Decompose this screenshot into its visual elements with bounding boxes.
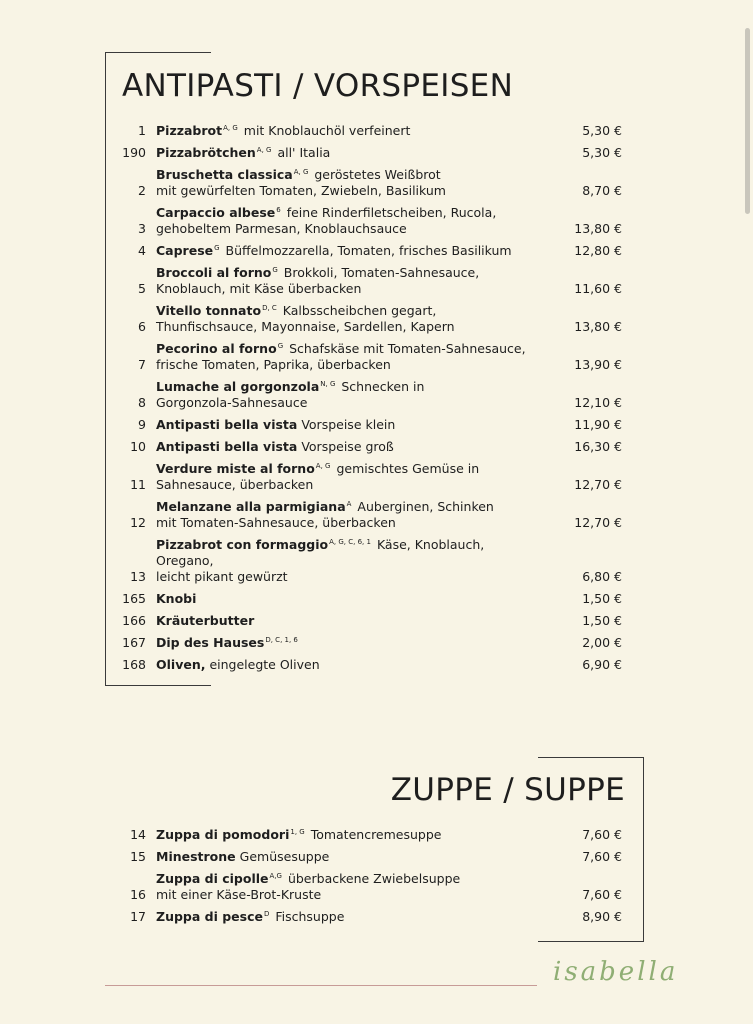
item-name: Verdure miste al forno	[156, 461, 315, 476]
item-price: 11,90 €	[574, 417, 622, 432]
antipasti-title: ANTIPASTI / VORSPEISEN	[122, 68, 514, 104]
item-description-continued: Thunfischsauce, Mayonnaise, Sardellen, Kapern	[156, 319, 455, 334]
item-number: 15	[130, 849, 146, 864]
item-body	[156, 499, 530, 531]
item-name: Broccoli al forno	[156, 265, 272, 280]
zuppe-list	[110, 827, 622, 931]
item-price: 2,00 €	[582, 635, 622, 650]
zuppe-frame-right	[643, 757, 644, 942]
item-body	[156, 613, 530, 629]
item-body	[156, 379, 530, 411]
item-description: Schnecken in	[341, 379, 425, 394]
item-body	[156, 265, 530, 297]
item-price: 7,60 €	[582, 849, 622, 864]
menu-item	[110, 537, 622, 585]
allergen-codes: A, G	[315, 462, 331, 470]
menu-item	[110, 439, 622, 455]
item-number: 4	[138, 243, 146, 258]
menu-item	[110, 657, 622, 673]
allergen-codes: A, G	[293, 168, 309, 176]
allergen-codes: D	[263, 910, 270, 918]
item-price: 16,30 €	[574, 439, 622, 454]
item-number: 7	[138, 357, 146, 372]
item-name: Pizzabrötchen	[156, 145, 256, 160]
item-number: 5	[138, 281, 146, 296]
item-description-continued: Gorgonzola-Sahnesauce	[156, 395, 308, 410]
item-price: 6,80 €	[582, 569, 622, 584]
item-number: 11	[130, 477, 146, 492]
menu-item	[110, 205, 622, 237]
item-name: Pizzabrot con formaggio	[156, 537, 329, 552]
item-description-continued: Knoblauch, mit Käse überbacken	[156, 281, 362, 296]
item-description-continued: mit gewürfelten Tomaten, Zwiebeln, Basilikum	[156, 183, 446, 198]
item-description: Fischsuppe	[275, 909, 345, 924]
item-number: 165	[122, 591, 146, 606]
item-price: 5,30 €	[582, 145, 622, 160]
item-description: Käse, Knoblauch, Oregano,	[156, 537, 485, 568]
item-body	[156, 871, 530, 903]
item-line	[156, 827, 530, 843]
zuppe-frame-bottom	[538, 941, 644, 942]
item-line	[156, 461, 530, 477]
item-description: all' Italia	[277, 145, 331, 160]
menu-item	[110, 417, 622, 433]
item-body	[156, 243, 530, 259]
allergen-codes: 6	[276, 206, 281, 214]
item-name: Zuppa di pesce	[156, 909, 263, 924]
item-line	[156, 341, 530, 357]
item-name: Caprese	[156, 243, 214, 258]
item-number: 12	[130, 515, 146, 530]
item-body	[156, 145, 530, 161]
antipasti-list	[110, 123, 622, 679]
item-name: Pecorino al forno	[156, 341, 277, 356]
menu-item	[110, 123, 622, 139]
item-description: geröstetes Weißbrot	[314, 167, 441, 182]
item-description: mit Knoblauchöl verfeinert	[243, 123, 411, 138]
item-line	[156, 849, 530, 865]
item-body	[156, 167, 530, 199]
allergen-codes: G	[272, 266, 278, 274]
item-name: Pizzabrot	[156, 123, 223, 138]
menu-item	[110, 461, 622, 493]
menu-item	[110, 243, 622, 259]
scrollbar[interactable]	[745, 28, 750, 214]
item-body	[156, 657, 530, 673]
item-number: 1	[138, 123, 146, 138]
footer-divider	[105, 985, 537, 986]
item-description: Vorspeise groß	[301, 439, 394, 454]
item-price: 13,90 €	[574, 357, 622, 372]
item-number: 13	[130, 569, 146, 584]
item-description-continued: gehobeltem Parmesan, Knoblauchsauce	[156, 221, 407, 236]
item-price: 1,50 €	[582, 591, 622, 606]
item-line	[156, 591, 530, 607]
antipasti-frame-left	[105, 52, 106, 686]
item-number: 16	[130, 887, 146, 902]
menu-item	[110, 379, 622, 411]
item-line	[156, 303, 530, 319]
allergen-codes: D, C, 1, 6	[265, 636, 298, 644]
item-line	[156, 439, 530, 455]
item-body	[156, 849, 530, 865]
allergen-codes: A,G	[269, 872, 282, 880]
item-line	[156, 265, 530, 281]
item-name: Oliven,	[156, 657, 206, 672]
item-description: Schafskäse mit Tomaten-Sahnesauce,	[289, 341, 526, 356]
item-body	[156, 417, 530, 433]
antipasti-frame-bottom	[105, 685, 211, 686]
item-body	[156, 635, 530, 651]
item-body	[156, 591, 530, 607]
item-name: Carpaccio albese	[156, 205, 276, 220]
item-price: 8,90 €	[582, 909, 622, 924]
item-name: Antipasti bella vista	[156, 417, 298, 432]
allergen-codes: A	[346, 500, 352, 508]
item-price: 12,10 €	[574, 395, 622, 410]
item-name: Antipasti bella vista	[156, 439, 298, 454]
menu-item	[110, 265, 622, 297]
item-body	[156, 461, 530, 493]
item-line	[156, 167, 530, 183]
item-name: Knobi	[156, 591, 197, 606]
item-price: 8,70 €	[582, 183, 622, 198]
menu-item	[110, 303, 622, 335]
item-line	[156, 657, 530, 673]
item-number: 167	[122, 635, 146, 650]
item-line	[156, 145, 530, 161]
item-description: Tomatencremesuppe	[310, 827, 442, 842]
menu-item	[110, 849, 622, 865]
item-number: 14	[130, 827, 146, 842]
item-line	[156, 123, 530, 139]
item-name: Zuppa di cipolle	[156, 871, 269, 886]
menu-item	[110, 499, 622, 531]
zuppe-title: ZUPPE / SUPPE	[390, 772, 625, 808]
menu-item	[110, 591, 622, 607]
item-number: 10	[130, 439, 146, 454]
allergen-codes: G	[214, 244, 220, 252]
item-description: Gemüsesuppe	[239, 849, 330, 864]
item-description: Brokkoli, Tomaten-Sahnesauce,	[283, 265, 480, 280]
menu-item	[110, 635, 622, 651]
item-line	[156, 499, 530, 515]
item-number: 166	[122, 613, 146, 628]
zuppe-frame-top	[538, 757, 644, 758]
item-body	[156, 439, 530, 455]
item-price: 1,50 €	[582, 613, 622, 628]
item-price: 12,70 €	[574, 477, 622, 492]
item-number: 8	[138, 395, 146, 410]
item-description: gemischtes Gemüse in	[336, 461, 480, 476]
item-description-continued: mit Tomaten-Sahnesauce, überbacken	[156, 515, 396, 530]
item-price: 7,60 €	[582, 887, 622, 902]
item-line	[156, 417, 530, 433]
brand-logo: isabella	[553, 957, 679, 987]
item-name: Zuppa di pomodori	[156, 827, 290, 842]
item-line	[156, 635, 530, 651]
item-price: 12,80 €	[574, 243, 622, 258]
item-body	[156, 205, 530, 237]
item-body	[156, 537, 530, 585]
allergen-codes: D, C	[262, 304, 277, 312]
item-name: Kräuterbutter	[156, 613, 255, 628]
item-description: Büffelmozzarella, Tomaten, frisches Basilikum	[225, 243, 512, 258]
menu-item	[110, 613, 622, 629]
item-line	[156, 909, 530, 925]
allergen-codes: A, G, C, 6, 1	[329, 538, 371, 546]
item-description-continued: Sahnesauce, überbacken	[156, 477, 314, 492]
menu-item	[110, 145, 622, 161]
menu-item	[110, 167, 622, 199]
menu-item	[110, 871, 622, 903]
item-price: 5,30 €	[582, 123, 622, 138]
item-description: überbackene Zwiebelsuppe	[287, 871, 461, 886]
item-number: 17	[130, 909, 146, 924]
item-line	[156, 871, 530, 887]
item-description: eingelegte Oliven	[209, 657, 320, 672]
item-number: 190	[122, 145, 146, 160]
item-number: 3	[138, 221, 146, 236]
item-description: feine Rinderfiletscheiben, Rucola,	[286, 205, 497, 220]
item-line	[156, 613, 530, 629]
item-price: 13,80 €	[574, 221, 622, 236]
allergen-codes: A, G	[256, 146, 272, 154]
item-number: 168	[122, 657, 146, 672]
item-name: Vitello tonnato	[156, 303, 262, 318]
item-name: Minestrone	[156, 849, 236, 864]
item-description-continued: leicht pikant gewürzt	[156, 569, 288, 584]
item-body	[156, 909, 530, 925]
item-description: Vorspeise klein	[301, 417, 396, 432]
item-description: Auberginen, Schinken	[357, 499, 494, 514]
item-name: Dip des Hauses	[156, 635, 265, 650]
menu-item	[110, 909, 622, 925]
item-body	[156, 827, 530, 843]
item-description-continued: frische Tomaten, Paprika, überbacken	[156, 357, 391, 372]
item-line	[156, 379, 530, 395]
item-price: 6,90 €	[582, 657, 622, 672]
item-body	[156, 341, 530, 373]
allergen-codes: N, G	[320, 380, 336, 388]
item-number: 6	[138, 319, 146, 334]
item-number: 2	[138, 183, 146, 198]
item-name: Lumache al gorgonzola	[156, 379, 320, 394]
item-description-continued: mit einer Käse-Brot-Kruste	[156, 887, 322, 902]
item-line	[156, 243, 530, 259]
item-name: Melanzane alla parmigiana	[156, 499, 346, 514]
menu-item	[110, 827, 622, 843]
item-price: 13,80 €	[574, 319, 622, 334]
item-price: 7,60 €	[582, 827, 622, 842]
item-number: 9	[138, 417, 146, 432]
item-body	[156, 123, 530, 139]
allergen-codes: G	[277, 342, 284, 350]
allergen-codes: 1, G	[290, 828, 305, 836]
item-name: Bruschetta classica	[156, 167, 293, 182]
item-body	[156, 303, 530, 335]
item-price: 12,70 €	[574, 515, 622, 530]
menu-item	[110, 341, 622, 373]
item-description: Kalbsscheibchen gegart,	[282, 303, 437, 318]
item-line	[156, 205, 530, 221]
item-price: 11,60 €	[574, 281, 622, 296]
antipasti-frame-top	[105, 52, 211, 53]
item-line	[156, 537, 530, 569]
allergen-codes: A, G	[223, 124, 238, 132]
